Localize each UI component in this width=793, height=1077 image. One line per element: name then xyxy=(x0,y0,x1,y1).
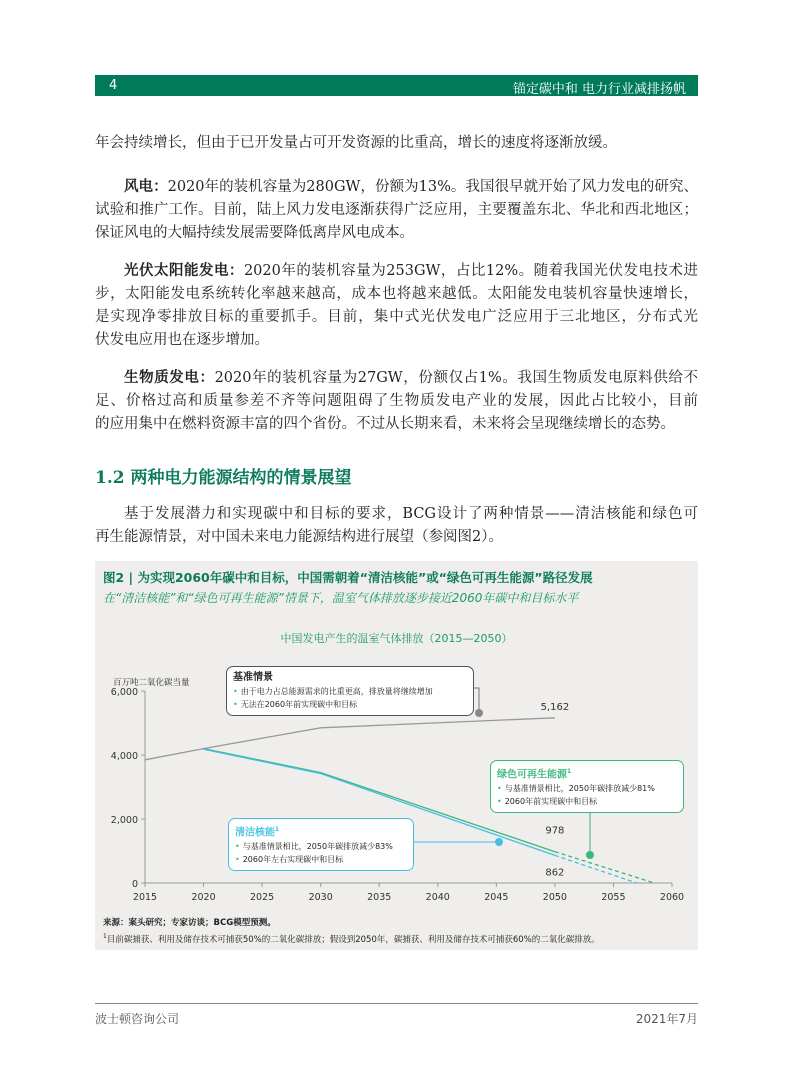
x-tick-label: 2035 xyxy=(367,892,392,903)
figure-title: 图2 | 为实现2060年碳中和目标，中国需朝着“清洁核能”或“绿色可再生能源”路径发展 xyxy=(103,570,593,585)
x-tick-label: 2030 xyxy=(308,892,333,903)
callout-bullet: • 无法在2060年前实现碳中和目标 xyxy=(233,698,467,711)
paragraph-solar xyxy=(95,259,698,352)
text-line: 2020年的装机容量为280GW，份额为13%。我国很早就开始了风力发电的研究、 xyxy=(167,179,698,195)
callout-renewable xyxy=(490,760,684,813)
callout-bullet: • 与基准情景相比，2050年碳排放减少83% xyxy=(235,840,407,853)
text-line: 步，太阳能发电系统转化率越来越高，成本也将越来越低。太阳能发电装机容量快速增长， xyxy=(95,286,698,302)
text-line: 保证风电的大幅持续发展需要降低离岸风电成本。 xyxy=(95,225,414,241)
text-line: 2020年的装机容量为27GW，份额仅占1%。我国生物质发电原料供给不 xyxy=(214,370,698,386)
y-tick-label: 4,000 xyxy=(110,751,138,762)
x-tick-label: 2045 xyxy=(484,892,509,903)
text-line: 是实现净零排放目标的重要抓手。目前，集中式光伏发电广泛应用于三北地区，分布式光 xyxy=(95,309,698,325)
text-line: 的应用集中在燃料资源丰富的四个省份。不过从长期来看，未来将会呈现继续增长的态势。 xyxy=(95,416,675,432)
series-projection-1 xyxy=(555,852,655,883)
text-line: 年会持续增长，但由于已开发量占可开发资源的比重高，增长的速度将逐渐放缓。 xyxy=(95,135,617,151)
source-text: 来源：案头研究；专家访谈；BCG模型预测。 xyxy=(103,918,276,928)
section-heading: 1.2 两种电力能源结构的情景展望 xyxy=(95,468,352,488)
series-line-0 xyxy=(145,718,555,760)
footer-company: 波士顿咨询公司 xyxy=(95,1012,180,1026)
callout-bullet: • 2060年前实现碳中和目标 xyxy=(497,795,677,808)
callout-title: 绿色可再生能源 xyxy=(497,769,567,781)
paragraph-scenarios xyxy=(95,503,698,549)
footnote-marker: 1 xyxy=(275,826,280,833)
text-line: 基于发展潜力和实现碳中和目标的要求，BCG设计了两种情景——清洁核能和绿色可 xyxy=(124,506,698,522)
marker-dot xyxy=(495,838,503,846)
footnote-text: 目前碳捕获、利用及储存技术可捕获50%的二氧化碳排放；假设到2050年，碳捕获、利用及储存技术可捕获60%的二氧化碳排放。 xyxy=(106,934,600,945)
text-line: 试验和推广工作。目前，陆上风力发电逐渐获得广泛应用，主要覆盖东北、华北和西北地区； xyxy=(95,202,698,218)
end-value-label: 978 xyxy=(545,825,565,837)
chart-title: 中国发电产生的温室气体排放（2015—2050） xyxy=(280,632,513,645)
text-line: 再生能源情景，对中国未来电力能源结构进行展望（参阅图2）。 xyxy=(95,529,503,545)
figure-source xyxy=(103,917,600,947)
callout-title: 清洁核能 xyxy=(235,827,275,839)
footnote-marker: 1 xyxy=(567,768,572,775)
marker-dot xyxy=(475,709,483,717)
x-tick-label: 2050 xyxy=(542,892,567,903)
paragraph-lead: 光伏太阳能发电： xyxy=(124,262,244,279)
text-line: 足、价格过高和质量参差不齐等问题阻碍了生物质发电产业的发展，因此占比较小，目前 xyxy=(95,393,698,409)
paragraph-lead: 生物质发电： xyxy=(124,369,215,386)
x-tick-label: 2040 xyxy=(425,892,450,903)
page-number: 4 xyxy=(109,78,118,93)
footer-date: 2021年7月 xyxy=(635,1012,698,1026)
y-tick-label: 6,000 xyxy=(110,687,138,698)
marker-dot xyxy=(586,851,594,859)
paragraph-intro xyxy=(95,132,698,155)
emissions-chart xyxy=(95,561,698,950)
page-header xyxy=(95,75,698,96)
y-axis-label: 百万吨二氧化碳当量 xyxy=(113,678,190,688)
paragraph-lead: 风电： xyxy=(124,178,168,195)
callout-baseline xyxy=(226,666,474,716)
footer-divider xyxy=(95,1003,698,1004)
end-value-label: 862 xyxy=(545,867,565,879)
figure-subtitle: 在“清洁核能”和“绿色可再生能源”情景下，温室气体排放逐步接近2060年碳中和目标水平 xyxy=(103,591,579,605)
y-tick-label: 2,000 xyxy=(110,815,138,826)
text-line: 2020年的装机容量为253GW，占比12%。随着我国光伏发电技术进 xyxy=(243,263,698,279)
paragraph-biomass xyxy=(95,366,698,436)
series-projection-2 xyxy=(555,855,637,883)
x-tick-label: 2020 xyxy=(191,892,216,903)
callout-title: 基准情景 xyxy=(233,672,273,683)
x-tick-label: 2015 xyxy=(132,892,158,903)
callout-bullet: • 与基准情景相比，2050年碳排放减少81% xyxy=(497,782,677,795)
report-title: 锚定碳中和 电力行业减排扬帆 xyxy=(512,82,686,97)
callout-bullet: • 由于电力占总能源需求的比重更高，排放量将继续增加 xyxy=(233,685,467,698)
y-tick-label: 0 xyxy=(131,879,138,890)
x-tick-label: 2060 xyxy=(659,892,685,903)
figure-2 xyxy=(95,561,698,950)
x-tick-label: 2055 xyxy=(601,892,626,903)
x-tick-label: 2025 xyxy=(250,892,275,903)
end-value-label: 5,162 xyxy=(540,701,570,713)
paragraph-wind xyxy=(95,175,698,245)
callout-bullet: • 2060年左右实现碳中和目标 xyxy=(235,853,407,866)
callout-nuclear xyxy=(228,818,414,871)
footnote-marker: 1 xyxy=(103,933,107,940)
text-line: 伏发电应用也在逐步增加。 xyxy=(95,332,269,348)
